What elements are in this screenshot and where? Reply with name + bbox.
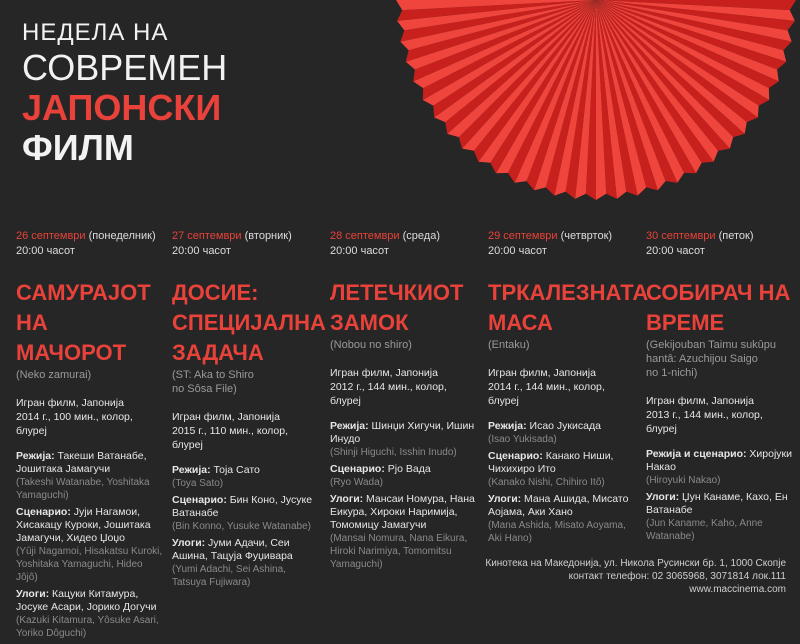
film-column <box>646 228 794 547</box>
screening-time: 20:00 часот <box>330 245 389 257</box>
film-info-line: Игран филм, Јапонија <box>172 411 280 423</box>
original-title <box>488 338 636 352</box>
credit-names: Хиројуки Накао <box>646 448 792 473</box>
film-info-line: 2012 г., 144 мин., колор, блурeј <box>330 381 447 407</box>
original-title-line: (Entaku) <box>488 339 530 351</box>
credit-label: Режија: <box>488 420 527 432</box>
film-info <box>16 396 164 438</box>
credit <box>488 450 636 476</box>
film-info-line: 2014 г., 144 мин., колор, блурeј <box>488 381 605 407</box>
credit-names: Тоја Сато <box>210 464 260 476</box>
credit-latin: (Mana Ashida, Misato Aoyama, Aki Hano) <box>488 520 626 544</box>
footer <box>485 557 786 596</box>
film-title-line: ЛЕТЕЧКИОТ <box>330 280 464 305</box>
credit <box>646 448 794 474</box>
footer-phone: контакт телефон: 02 3065968, 3071814 лок.111 <box>568 571 786 582</box>
original-title <box>646 338 794 380</box>
film-info-line: 2014 г., 100 мин., колор, блуреј <box>16 411 133 437</box>
date-value: 26 септември <box>16 230 86 242</box>
credit-label: Улоги: <box>172 537 206 549</box>
credit-latin: (Isao Yukisada) <box>488 434 557 445</box>
credit-names: Рјо Вада <box>384 463 431 475</box>
film-column <box>16 228 164 644</box>
original-title-line: (ST: Aka to Shiro <box>172 369 254 381</box>
original-title <box>172 368 320 396</box>
weekday: (понеделник) <box>88 230 156 242</box>
credit-latin: (Shinji Higuchi, Isshin Inudo) <box>330 447 457 458</box>
weekday: (петок) <box>718 230 754 242</box>
heading-line-2: СОВРЕМЕН <box>22 47 228 88</box>
film-column <box>172 228 326 593</box>
film-title-line: ЗАМОК <box>330 310 409 335</box>
credit-latin: (Yûji Nagamoi, Hisakatsu Kuroki, Yoshitaka Yamaguchi, Hideo Jôjô) <box>16 546 163 583</box>
film-column <box>330 228 478 575</box>
screening-date <box>16 228 164 244</box>
credit-label: Режија: <box>330 420 369 432</box>
original-title-line: (Gekijouban Taimu sukûpu <box>646 339 777 351</box>
credit-label: Сценарио: <box>172 494 227 506</box>
credit-latin: (Kazuki Kitamura, Yôsuke Asari, Yoriko Dôguchi) <box>16 615 159 639</box>
original-title <box>16 368 164 382</box>
film-info-line: 2013 г., 144 мин., колор, блурeј <box>646 409 763 435</box>
original-title-line: (Nobou no shiro) <box>330 339 412 351</box>
credit-label: Улоги: <box>488 493 522 505</box>
heading-line-1: НЕДЕЛА НА <box>22 19 169 46</box>
credit <box>488 493 636 519</box>
film-info-line: Игран филм, Јапонија <box>330 367 438 379</box>
credit-label: Режија и сценарио: <box>646 448 747 460</box>
credit <box>16 588 164 614</box>
screening-date <box>488 228 636 244</box>
heading-line-4: ФИЛМ <box>22 127 134 168</box>
film-info-line: Игран филм, Јапонија <box>646 395 754 407</box>
weekday: (среда) <box>402 230 440 242</box>
date-value: 27 септември <box>172 230 242 242</box>
credit-latin: (Hiroyuki Nakao) <box>646 475 721 486</box>
screening-date <box>646 228 794 244</box>
film-info <box>330 366 478 408</box>
credit-names: Исао Јукисада <box>526 420 601 432</box>
credit <box>16 450 164 476</box>
film-title-line: ТРКАЛЕЗНАТА <box>488 280 649 305</box>
credit-latin: (Yumi Adachi, Sei Ashina, Tatsuya Fujiwara) <box>172 564 286 588</box>
fan-pleats <box>396 0 796 200</box>
film-title-line: ЗАДАЧА <box>172 340 264 365</box>
date-value: 28 септември <box>330 230 400 242</box>
film-title-line: МАЧОРОТ <box>16 340 127 365</box>
date-value: 29 септември <box>488 230 558 242</box>
heading-line-3: ЈАПОНСКИ <box>22 87 222 128</box>
credit-latin: (Bin Konno, Yusuke Watanabe) <box>172 521 311 532</box>
credit-names: Мансаи Номура, Нана Еикура, Хироки Наримија, Томомицу Јамагучи <box>330 493 475 531</box>
film-column <box>488 228 649 549</box>
film-title-line: ВРЕМЕ <box>646 310 725 335</box>
original-title-line: (Neko zamurai) <box>16 369 92 381</box>
screening-time: 20:00 часот <box>646 245 705 257</box>
credit-label: Сценарио: <box>488 450 543 462</box>
credit-label: Режија: <box>172 464 211 476</box>
credit-label: Улоги: <box>646 491 680 503</box>
poster-heading <box>22 18 227 168</box>
credit-names: Кацуки Китамура, Јосуке Асари, Јорико Догучи <box>16 588 157 613</box>
credit <box>172 537 320 563</box>
credit <box>330 493 478 532</box>
screening-date <box>330 228 478 244</box>
original-title-line: no 1-nichi) <box>646 367 698 379</box>
film-title-line: МАСА <box>488 310 553 335</box>
film-info-line: Игран филм, Јапонија <box>16 397 124 409</box>
credit-names: Џун Канаме, Кахо, Ен Ватанабе <box>646 491 788 516</box>
original-title-line: hantâ: Azuchijou Saigo <box>646 353 758 365</box>
credit-label: Режија: <box>16 450 55 462</box>
screening-time: 20:00 часот <box>16 245 75 257</box>
film-title-line: СПЕЦИЈАЛНА <box>172 310 326 335</box>
film-title-line: СОБИРАЧ НА <box>646 280 791 305</box>
credit-names: Канако Ниши, Чихихиро Ито <box>488 450 614 475</box>
credit <box>330 420 478 446</box>
credit-latin: (Mansai Nomura, Nana Eikura, Hiroki Narimiya, Tomomitsu Yamaguchi) <box>330 533 468 570</box>
screening-date <box>172 228 320 244</box>
credit-latin: (Jun Kaname, Kaho, Anne Watanabe) <box>646 518 763 542</box>
folding-fan-graphic <box>385 0 800 230</box>
footer-address: Кинотека на Македонија, ул. Никола Русински бр. 1, 1000 Скопје <box>485 558 786 569</box>
credit <box>646 491 794 517</box>
weekday: (четврток) <box>560 230 613 242</box>
credit-names: Шинџи Хигучи, Ишин Инудо <box>330 420 475 445</box>
credit-names: Бин Коно, Јусуке Ватанабе <box>172 494 313 519</box>
film-title-line: САМУРАЈОТ НА <box>16 280 151 335</box>
footer-website: www.maccinema.com <box>689 584 786 595</box>
credit <box>330 463 478 476</box>
credit <box>172 494 320 520</box>
credit-label: Улоги: <box>16 588 50 600</box>
credit <box>16 506 164 545</box>
credit-latin: (Takeshi Watanabe, Yoshitaka Yamaguchi) <box>16 477 150 501</box>
film-info <box>488 366 636 408</box>
film-title-line: ДОСИЕ: <box>172 280 259 305</box>
film-info-line: 2015 г., 110 мин., колор, блурeј <box>172 425 289 451</box>
credit <box>488 420 636 433</box>
film-info <box>646 394 794 436</box>
weekday: (вторник) <box>244 230 292 242</box>
screening-time: 20:00 часот <box>172 245 231 257</box>
screening-time: 20:00 часот <box>488 245 547 257</box>
film-info <box>172 410 320 452</box>
credit-latin: (Toya Sato) <box>172 478 224 489</box>
original-title <box>330 338 478 352</box>
date-value: 30 септември <box>646 230 716 242</box>
credit-names: Јуји Нагамои, Хисакацу Куроки, Јошитака Јамагучи, Хидео Џоџо <box>16 506 151 544</box>
credit <box>172 464 320 477</box>
credit-latin: (Ryo Wada) <box>330 477 383 488</box>
credit-latin: (Kanako Nishi, Chihiro Itô) <box>488 477 605 488</box>
film-info-line: Игран филм, Јапонија <box>488 367 596 379</box>
credit-names: Јуми Адачи, Сеи Ашина, Тацуја Фуџивара <box>172 537 293 562</box>
credit-label: Сценарио: <box>330 463 385 475</box>
credit-label: Сценарио: <box>16 506 71 518</box>
credit-label: Улоги: <box>330 493 364 505</box>
credit-names: Такеши Ватанабе, Јошитака Јамагучи <box>16 450 147 475</box>
credit-names: Мана Ашида, Мисато Аојама, Аки Хано <box>488 493 629 518</box>
original-title-line: no Sôsa File) <box>172 383 237 395</box>
